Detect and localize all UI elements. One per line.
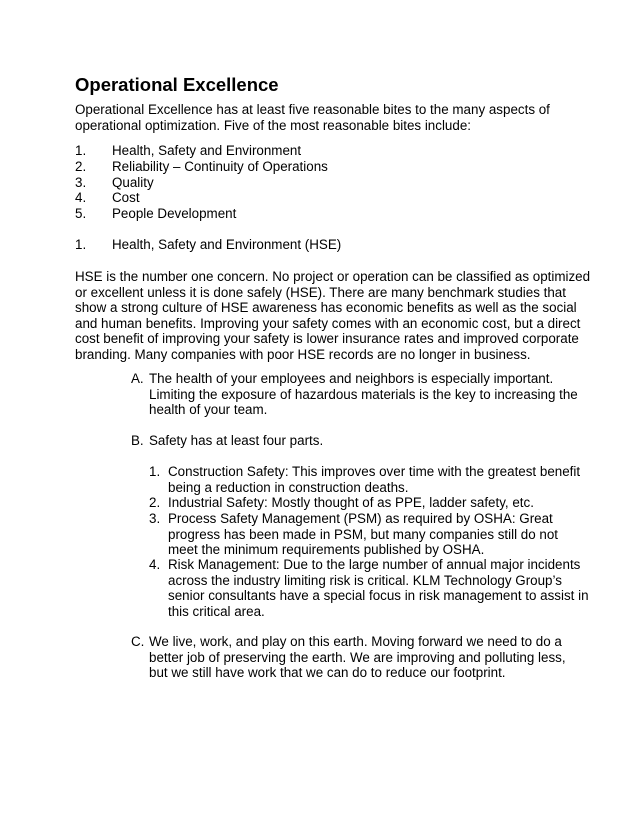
hse-line: show a strong culture of HSE awareness has economic benefits as well as the social	[75, 300, 577, 316]
item-line: better job of preserving the earth. We are improving and polluting less,	[149, 649, 566, 665]
list-text: Reliability – Continuity of Operations	[112, 159, 328, 174]
item-marker: B.	[131, 433, 144, 448]
sub-marker: 2.	[149, 495, 161, 510]
sub-line: across the industry limiting risk is critical. KLM Technology Group’s	[168, 572, 562, 588]
list-number: 4.	[75, 190, 87, 205]
item-line: health of your team.	[149, 402, 268, 418]
sub-line: Industrial Safety: Mostly thought of as PPE, ladder safety, etc.	[168, 495, 534, 510]
list-text: People Development	[112, 206, 237, 221]
list-number: 2.	[75, 159, 87, 174]
sub-marker: 4.	[149, 557, 161, 572]
item-line: Safety has at least four parts.	[149, 433, 324, 448]
sub-line: Construction Safety: This improves over time with the greatest benefit	[168, 464, 581, 479]
sub-body	[149, 464, 581, 495]
list-number: 1.	[75, 143, 87, 158]
item-line: but we still have work that we can do to reduce our footprint.	[149, 665, 506, 681]
lettered-item-a	[131, 371, 581, 418]
item-marker: C.	[131, 634, 145, 649]
sub-body	[149, 557, 589, 619]
item-line: We live, work, and play on this earth. Moving forward we need to do a	[149, 634, 562, 649]
sub-line: senior consultants have a special focus in risk management to assist in	[168, 588, 589, 604]
section-title: Health, Safety and Environment (HSE)	[112, 237, 342, 252]
safety-part-1	[149, 464, 581, 495]
intro-line: Operational Excellence has at least five reasonable bites to the many aspects of	[75, 102, 550, 117]
safety-part-2	[149, 495, 581, 511]
list-text: Health, Safety and Environment	[112, 143, 302, 158]
sub-marker: 3.	[149, 511, 161, 526]
sub-body	[149, 511, 581, 558]
hse-line: HSE is the number one concern. No project or operation can be classified as optimized	[75, 269, 591, 284]
list-text: Cost	[112, 190, 140, 205]
page-title: Operational Excellence	[75, 74, 279, 95]
intro-paragraph	[75, 102, 575, 133]
sub-line: Process Safety Management (PSM) as required by OSHA: Great	[168, 511, 553, 526]
item-marker: A.	[131, 371, 144, 386]
sub-line: progress has been made in PSM, but many companies still do not	[168, 526, 559, 542]
list-text: Quality	[112, 175, 154, 190]
item-body	[131, 433, 581, 449]
sub-marker: 1.	[149, 464, 161, 479]
item-body	[131, 634, 581, 681]
safety-part-4	[149, 557, 589, 619]
sub-line: being a reduction in construction deaths.	[168, 479, 409, 495]
hse-line: and human benefits. Improving your safety comes with an economic cost, but a direct	[75, 315, 581, 331]
item-line: The health of your employees and neighbors is especially important.	[149, 371, 554, 386]
hse-line: or excellent unless it is done safely (HSE). There are many benchmark studies that	[75, 284, 566, 300]
sub-line: Risk Management: Due to the large number of annual major incidents	[168, 557, 581, 572]
item-line: Limiting the exposure of hazardous materials is the key to increasing the	[149, 386, 578, 402]
lettered-item-b	[131, 433, 581, 449]
list-number: 3.	[75, 175, 87, 190]
intro-line: operational optimization. Five of the most reasonable bites include:	[75, 117, 471, 133]
sub-line: meet the minimum requirements published by OSHA.	[168, 542, 485, 558]
hse-line: cost benefit of improving your safety is lower insurance rates and improved corporate	[75, 331, 579, 347]
item-body	[131, 371, 581, 418]
hse-line: branding. Many companies with poor HSE records are no longer in business.	[75, 346, 531, 362]
list-number: 5.	[75, 206, 87, 221]
safety-part-3	[149, 511, 581, 558]
sub-body	[149, 495, 581, 511]
sub-line: this critical area.	[168, 603, 265, 619]
hse-paragraph	[75, 269, 591, 363]
lettered-item-c	[131, 634, 581, 681]
section-number: 1.	[75, 237, 87, 252]
